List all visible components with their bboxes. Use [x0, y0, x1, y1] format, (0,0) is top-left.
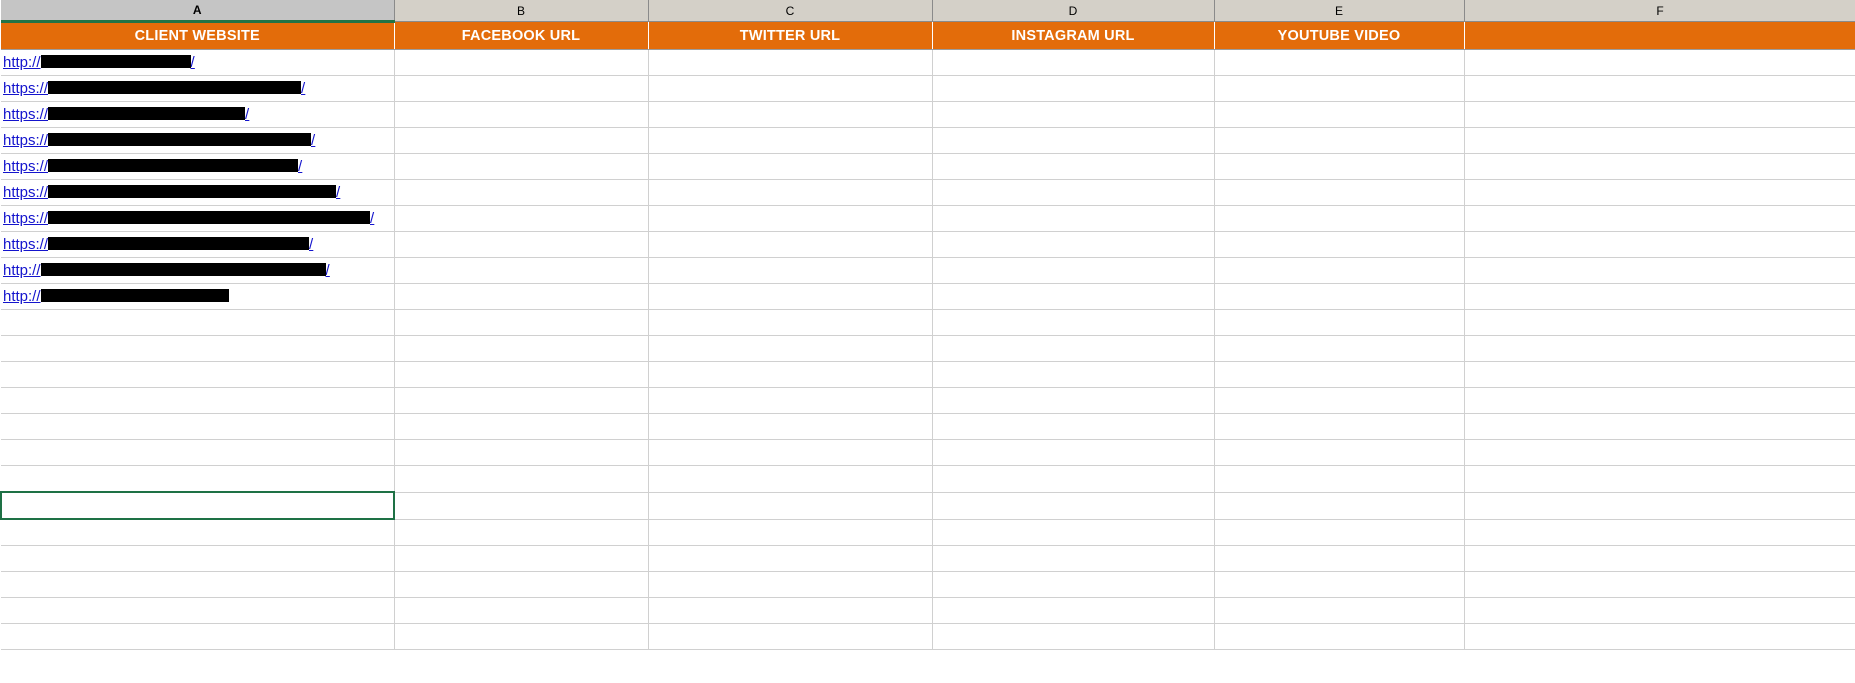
link-suffix: /	[325, 261, 330, 279]
cell-c[interactable]	[648, 492, 932, 519]
redaction-bar	[41, 55, 191, 68]
cell-d[interactable]	[932, 546, 1214, 572]
cell-f[interactable]	[1464, 466, 1855, 493]
cell-f[interactable]	[1464, 572, 1855, 598]
table-row	[1, 284, 1855, 310]
cell-f[interactable]	[1464, 546, 1855, 572]
column-header-b[interactable]: B	[394, 0, 648, 22]
cell-d[interactable]	[932, 180, 1214, 206]
table-row	[1, 102, 1855, 128]
cell-e[interactable]	[1214, 519, 1464, 546]
redaction-bar	[48, 185, 336, 198]
link-protocol: http://	[3, 53, 41, 71]
client-website-link[interactable]	[3, 206, 374, 231]
cell-d[interactable]	[932, 284, 1214, 310]
cell-a[interactable]	[1, 572, 394, 598]
cell-a[interactable]	[1, 598, 394, 624]
cell-e[interactable]	[1214, 414, 1464, 440]
cell-b[interactable]	[394, 102, 648, 128]
cell-f[interactable]	[1464, 624, 1855, 650]
table-row	[1, 466, 1855, 493]
column-title-c[interactable]: TWITTER URL	[648, 22, 932, 50]
cell-c[interactable]	[648, 414, 932, 440]
cell-f[interactable]	[1464, 284, 1855, 310]
cell-d[interactable]	[932, 310, 1214, 336]
cell-c[interactable]	[648, 76, 932, 102]
cell-f[interactable]	[1464, 76, 1855, 102]
table-row	[1, 572, 1855, 598]
cell-d[interactable]	[932, 336, 1214, 362]
cell-c[interactable]	[648, 180, 932, 206]
cell-e[interactable]	[1214, 50, 1464, 76]
cell-c[interactable]	[648, 546, 932, 572]
table-row	[1, 440, 1855, 466]
cell-d[interactable]	[932, 362, 1214, 388]
table-row	[1, 76, 1855, 102]
cell-f[interactable]	[1464, 414, 1855, 440]
cell-e[interactable]	[1214, 572, 1464, 598]
link-suffix: /	[370, 209, 375, 227]
cell-d[interactable]	[932, 414, 1214, 440]
redaction-bar	[48, 211, 370, 224]
client-website-link[interactable]	[3, 180, 340, 205]
cell-b[interactable]	[394, 258, 648, 284]
cell-b[interactable]	[394, 492, 648, 519]
cell-d[interactable]	[932, 440, 1214, 466]
cell-b[interactable]	[394, 180, 648, 206]
cell-e[interactable]	[1214, 624, 1464, 650]
link-suffix: /	[336, 183, 341, 201]
cell-e[interactable]	[1214, 232, 1464, 258]
table-row	[1, 546, 1855, 572]
redaction-bar	[48, 133, 311, 146]
column-title-a[interactable]: CLIENT WEBSITE	[1, 22, 394, 50]
link-protocol: https://	[3, 79, 49, 97]
cell-e[interactable]	[1214, 362, 1464, 388]
column-header-a[interactable]: A	[1, 0, 394, 22]
column-title-f[interactable]	[1464, 22, 1855, 50]
cell-c[interactable]	[648, 310, 932, 336]
table-row	[1, 624, 1855, 650]
active-cell-a[interactable]	[1, 492, 394, 519]
cell-e[interactable]	[1214, 180, 1464, 206]
cell-d[interactable]	[932, 572, 1214, 598]
cell-c[interactable]	[648, 206, 932, 232]
table-row	[1, 388, 1855, 414]
client-website-link[interactable]	[3, 102, 249, 127]
cell-c[interactable]	[648, 128, 932, 154]
cell-a[interactable]	[1, 546, 394, 572]
redaction-bar	[48, 107, 245, 120]
table-row	[1, 206, 1855, 232]
cell-b[interactable]	[394, 50, 648, 76]
table-row	[1, 180, 1855, 206]
link-suffix: /	[245, 105, 250, 123]
cell-e[interactable]	[1214, 102, 1464, 128]
link-protocol: https://	[3, 105, 49, 123]
column-header-f[interactable]: F	[1464, 0, 1855, 22]
redaction-bar	[41, 289, 229, 302]
cell-e[interactable]	[1214, 388, 1464, 414]
cell-c[interactable]	[648, 362, 932, 388]
cell-b[interactable]	[394, 284, 648, 310]
table-row	[1, 50, 1855, 76]
table-row	[1, 154, 1855, 180]
cell-d[interactable]	[932, 492, 1214, 519]
cell-d[interactable]	[932, 466, 1214, 493]
table-row	[1, 519, 1855, 546]
cell-a[interactable]	[1, 258, 394, 284]
table-row	[1, 414, 1855, 440]
cell-b[interactable]	[394, 546, 648, 572]
cell-b[interactable]	[394, 154, 648, 180]
cell-c[interactable]	[648, 232, 932, 258]
cell-f[interactable]	[1464, 336, 1855, 362]
client-website-link[interactable]	[3, 284, 229, 309]
client-website-link[interactable]	[3, 50, 195, 75]
link-protocol: https://	[3, 209, 49, 227]
client-website-link[interactable]	[3, 154, 302, 179]
cell-a[interactable]	[1, 232, 394, 258]
cell-f[interactable]	[1464, 440, 1855, 466]
cell-a[interactable]	[1, 180, 394, 206]
redaction-bar	[48, 81, 301, 94]
cell-a[interactable]	[1, 440, 394, 466]
cell-b[interactable]	[394, 206, 648, 232]
cell-c[interactable]	[648, 102, 932, 128]
client-website-link[interactable]	[3, 258, 330, 283]
cell-f[interactable]	[1464, 388, 1855, 414]
client-website-link[interactable]	[3, 128, 315, 153]
cell-b[interactable]	[394, 362, 648, 388]
cell-c[interactable]	[648, 466, 932, 493]
cell-f[interactable]	[1464, 362, 1855, 388]
cell-d[interactable]	[932, 232, 1214, 258]
table-row	[1, 598, 1855, 624]
cell-b[interactable]	[394, 624, 648, 650]
cell-c[interactable]	[648, 258, 932, 284]
cell-b[interactable]	[394, 466, 648, 493]
cell-a[interactable]	[1, 388, 394, 414]
cell-d[interactable]	[932, 206, 1214, 232]
column-header-row	[1, 0, 1855, 22]
column-header-e[interactable]: E	[1214, 0, 1464, 22]
cell-f[interactable]	[1464, 206, 1855, 232]
header-title-row	[1, 22, 1855, 50]
cell-a[interactable]	[1, 624, 394, 650]
cell-e[interactable]	[1214, 206, 1464, 232]
cell-c[interactable]	[648, 440, 932, 466]
cell-d[interactable]	[932, 50, 1214, 76]
cell-a[interactable]	[1, 206, 394, 232]
cell-b[interactable]	[394, 76, 648, 102]
cell-a[interactable]	[1, 128, 394, 154]
cell-a[interactable]	[1, 50, 394, 76]
cell-a[interactable]	[1, 102, 394, 128]
cell-f[interactable]	[1464, 50, 1855, 76]
cell-d[interactable]	[932, 258, 1214, 284]
table-row	[1, 336, 1855, 362]
cell-d[interactable]	[932, 128, 1214, 154]
cell-d[interactable]	[932, 598, 1214, 624]
column-title-d[interactable]: INSTAGRAM URL	[932, 22, 1214, 50]
cell-e[interactable]	[1214, 154, 1464, 180]
link-protocol: http://	[3, 261, 41, 279]
link-protocol: https://	[3, 157, 49, 175]
column-title-e[interactable]: YOUTUBE VIDEO	[1214, 22, 1464, 50]
cell-a[interactable]	[1, 154, 394, 180]
table-row	[1, 310, 1855, 336]
cell-b[interactable]	[394, 388, 648, 414]
cell-e[interactable]	[1214, 76, 1464, 102]
redaction-bar	[48, 237, 309, 250]
column-header-d[interactable]: D	[932, 0, 1214, 22]
cell-f[interactable]	[1464, 180, 1855, 206]
link-suffix: /	[190, 53, 195, 71]
cell-f[interactable]	[1464, 102, 1855, 128]
table-row	[1, 362, 1855, 388]
cell-e[interactable]	[1214, 128, 1464, 154]
cell-c[interactable]	[648, 154, 932, 180]
cell-b[interactable]	[394, 598, 648, 624]
cell-d[interactable]	[932, 76, 1214, 102]
redaction-bar	[41, 263, 326, 276]
link-protocol: https://	[3, 183, 49, 201]
link-suffix: /	[298, 157, 303, 175]
column-title-b[interactable]: FACEBOOK URL	[394, 22, 648, 50]
cell-c[interactable]	[648, 50, 932, 76]
cell-b[interactable]	[394, 440, 648, 466]
cell-f[interactable]	[1464, 232, 1855, 258]
cell-b[interactable]	[394, 414, 648, 440]
cell-e[interactable]	[1214, 440, 1464, 466]
cell-a[interactable]	[1, 519, 394, 546]
cell-d[interactable]	[932, 519, 1214, 546]
table-row	[1, 128, 1855, 154]
cell-a[interactable]	[1, 336, 394, 362]
cell-f[interactable]	[1464, 519, 1855, 546]
cell-c[interactable]	[648, 624, 932, 650]
cell-a[interactable]	[1, 76, 394, 102]
link-protocol: https://	[3, 235, 49, 253]
link-protocol: http://	[3, 287, 41, 305]
cell-e[interactable]	[1214, 284, 1464, 310]
cell-a[interactable]	[1, 466, 394, 493]
cell-c[interactable]	[648, 336, 932, 362]
cell-d[interactable]	[932, 154, 1214, 180]
cell-d[interactable]	[932, 624, 1214, 650]
cell-b[interactable]	[394, 310, 648, 336]
table-row	[1, 232, 1855, 258]
link-protocol: https://	[3, 131, 49, 149]
redaction-bar	[48, 159, 298, 172]
cell-a[interactable]	[1, 284, 394, 310]
cell-b[interactable]	[394, 128, 648, 154]
cell-e[interactable]	[1214, 546, 1464, 572]
cell-a[interactable]	[1, 414, 394, 440]
cell-e[interactable]	[1214, 466, 1464, 493]
cell-c[interactable]	[648, 572, 932, 598]
cell-e[interactable]	[1214, 492, 1464, 519]
client-website-link[interactable]	[3, 76, 305, 101]
cell-c[interactable]	[648, 598, 932, 624]
cell-b[interactable]	[394, 336, 648, 362]
cell-b[interactable]	[394, 232, 648, 258]
link-suffix: /	[311, 131, 316, 149]
link-suffix: /	[309, 235, 314, 253]
table-row	[1, 492, 1855, 519]
client-website-link[interactable]	[3, 232, 313, 257]
cell-c[interactable]	[648, 519, 932, 546]
cell-c[interactable]	[648, 284, 932, 310]
cell-e[interactable]	[1214, 258, 1464, 284]
cell-f[interactable]	[1464, 258, 1855, 284]
cell-f[interactable]	[1464, 128, 1855, 154]
table-row	[1, 258, 1855, 284]
cell-d[interactable]	[932, 388, 1214, 414]
link-suffix: /	[301, 79, 306, 97]
cell-d[interactable]	[932, 102, 1214, 128]
cell-e[interactable]	[1214, 598, 1464, 624]
cell-c[interactable]	[648, 388, 932, 414]
cell-b[interactable]	[394, 519, 648, 546]
column-header-c[interactable]: C	[648, 0, 932, 22]
cell-f[interactable]	[1464, 154, 1855, 180]
cell-b[interactable]	[394, 572, 648, 598]
cell-f[interactable]	[1464, 598, 1855, 624]
cell-a[interactable]	[1, 310, 394, 336]
cell-e[interactable]	[1214, 336, 1464, 362]
cell-f[interactable]	[1464, 492, 1855, 519]
cell-e[interactable]	[1214, 310, 1464, 336]
cell-a[interactable]	[1, 362, 394, 388]
cell-f[interactable]	[1464, 310, 1855, 336]
